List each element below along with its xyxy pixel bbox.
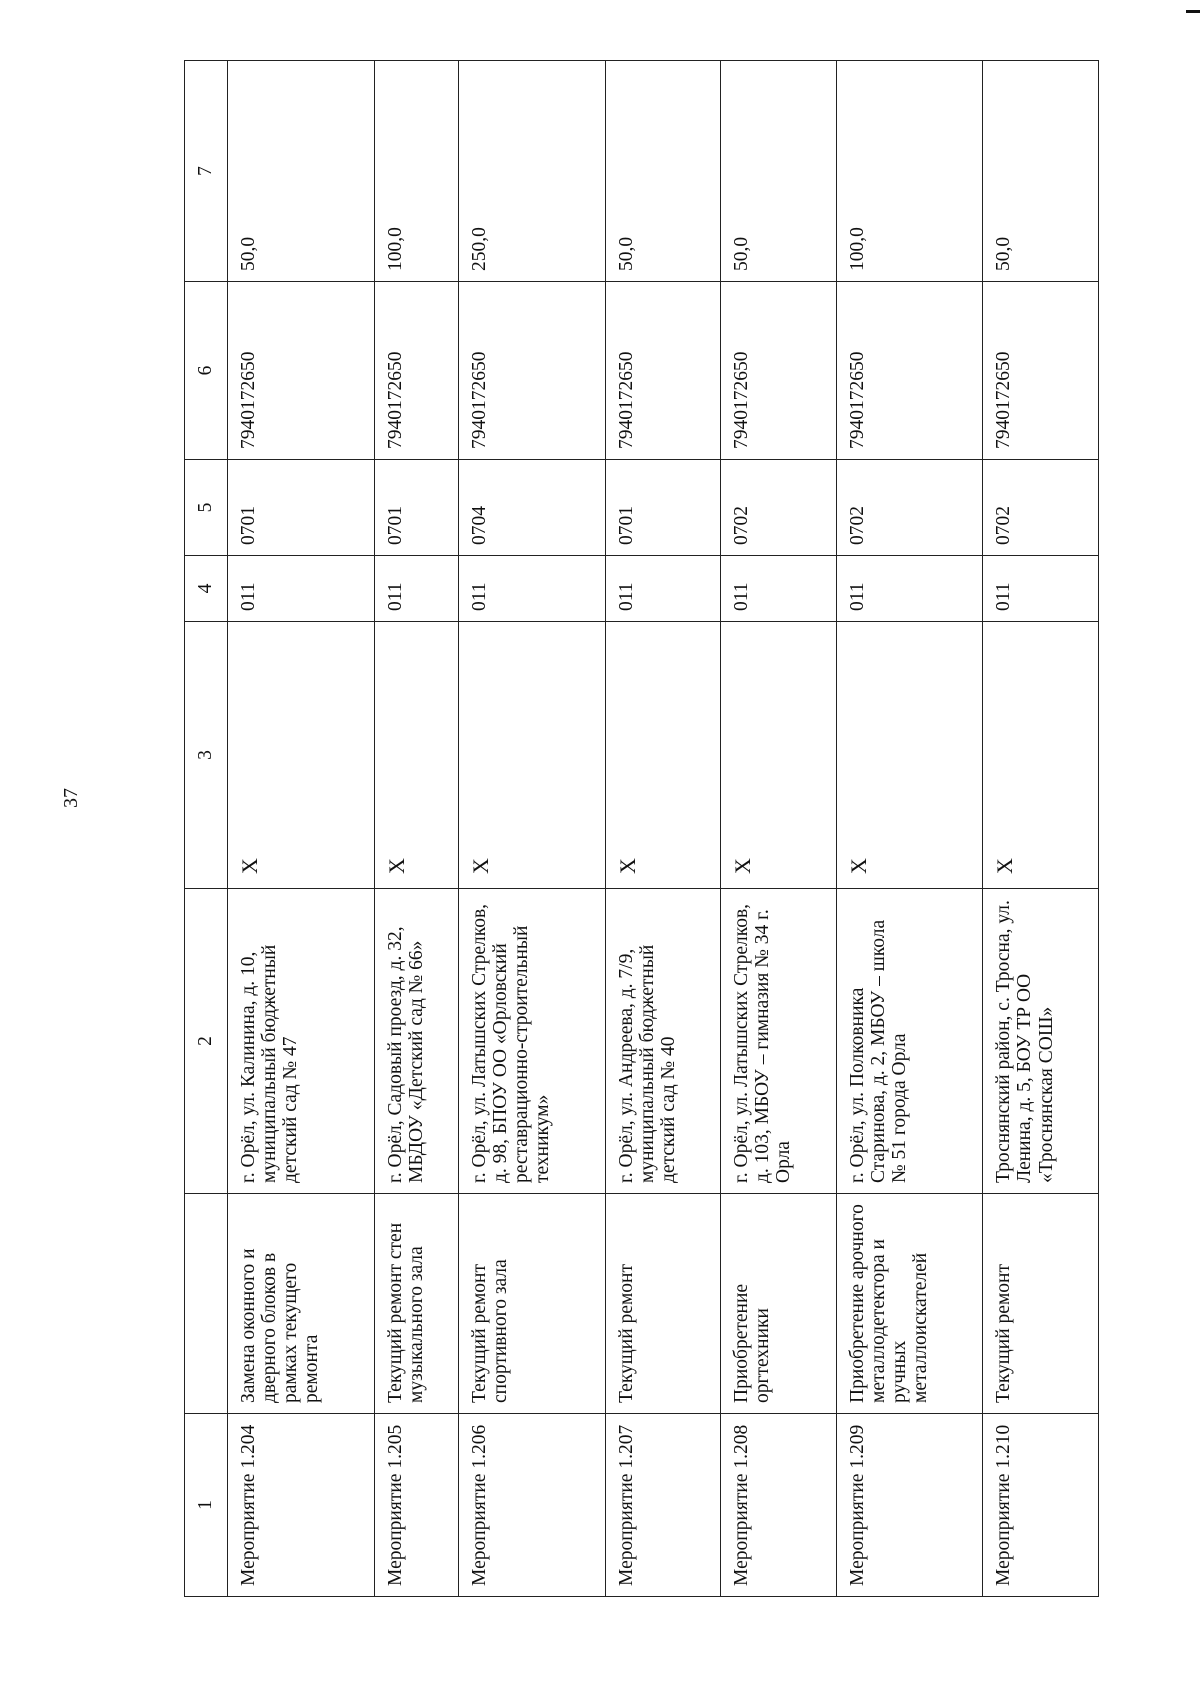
header-cell-2: 2 bbox=[185, 889, 228, 1194]
rotated-table-container bbox=[184, 61, 1099, 1597]
header-row bbox=[185, 61, 228, 1597]
column-4-cell: 011 bbox=[836, 556, 983, 622]
column-4-cell: 011 bbox=[374, 556, 458, 622]
amount-cell: 50,0 bbox=[721, 61, 837, 282]
column-6-cell: 7940172650 bbox=[459, 282, 606, 460]
column-6-cell: 7940172650 bbox=[983, 282, 1099, 460]
table-row bbox=[605, 61, 721, 1597]
column-6-cell: 7940172650 bbox=[836, 282, 983, 460]
page-number: 37 bbox=[60, 788, 82, 808]
header-cell-blank bbox=[185, 1194, 228, 1414]
name-cell: Приобретение арочного металлодетектора и ручных металлоискателей bbox=[836, 1194, 983, 1414]
header-cell-4: 4 bbox=[185, 556, 228, 622]
address-cell: г. Орёл, ул. Калинина, д. 10, муниципальный бюджетный детский сад № 47 bbox=[228, 889, 375, 1194]
header-cell-7: 7 bbox=[185, 61, 228, 282]
event-cell: Мероприятие 1.210 bbox=[983, 1414, 1099, 1597]
column-4-cell: 011 bbox=[983, 556, 1099, 622]
name-cell: Текущий ремонт спортивного зала bbox=[459, 1194, 606, 1414]
address-cell: г. Орёл, ул. Полковника Старинова, д. 2, МБОУ – школа № 51 города Орла bbox=[836, 889, 983, 1194]
column-5-cell: 0702 bbox=[836, 460, 983, 556]
table-row bbox=[721, 61, 837, 1597]
column-5-cell: 0701 bbox=[374, 460, 458, 556]
header-cell-5: 5 bbox=[185, 460, 228, 556]
column-4-cell: 011 bbox=[605, 556, 721, 622]
column-3-cell: X bbox=[983, 622, 1099, 889]
header-cell-3: 3 bbox=[185, 622, 228, 889]
name-cell: Текущий ремонт стен музыкального зала bbox=[374, 1194, 458, 1414]
event-cell: Мероприятие 1.207 bbox=[605, 1414, 721, 1597]
event-cell: Мероприятие 1.209 bbox=[836, 1414, 983, 1597]
column-5-cell: 0701 bbox=[228, 460, 375, 556]
address-cell: г. Орёл, ул. Андреева, д. 7/9, муниципальный бюджетный детский сад № 40 bbox=[605, 889, 721, 1194]
amount-cell: 50,0 bbox=[983, 61, 1099, 282]
event-cell: Мероприятие 1.206 bbox=[459, 1414, 606, 1597]
event-cell: Мероприятие 1.205 bbox=[374, 1414, 458, 1597]
column-4-cell: 011 bbox=[721, 556, 837, 622]
amount-cell: 100,0 bbox=[374, 61, 458, 282]
column-3-cell: X bbox=[836, 622, 983, 889]
page-edge-mark bbox=[1186, 10, 1200, 13]
amount-cell: 250,0 bbox=[459, 61, 606, 282]
event-cell: Мероприятие 1.208 bbox=[721, 1414, 837, 1597]
amount-cell: 50,0 bbox=[605, 61, 721, 282]
event-cell: Мероприятие 1.204 bbox=[228, 1414, 375, 1597]
name-cell: Текущий ремонт bbox=[605, 1194, 721, 1414]
header-cell-1: 1 bbox=[185, 1414, 228, 1597]
amount-cell: 100,0 bbox=[836, 61, 983, 282]
name-cell: Замена оконного и дверного блоков в рамках текущего ремонта bbox=[228, 1194, 375, 1414]
table-row bbox=[374, 61, 458, 1597]
column-3-cell: X bbox=[228, 622, 375, 889]
column-6-cell: 7940172650 bbox=[228, 282, 375, 460]
column-6-cell: 7940172650 bbox=[721, 282, 837, 460]
table-row bbox=[459, 61, 606, 1597]
name-cell: Приобретение оргтехники bbox=[721, 1194, 837, 1414]
header-cell-6: 6 bbox=[185, 282, 228, 460]
column-3-cell: X bbox=[605, 622, 721, 889]
column-6-cell: 7940172650 bbox=[374, 282, 458, 460]
column-5-cell: 0702 bbox=[721, 460, 837, 556]
column-3-cell: X bbox=[721, 622, 837, 889]
column-3-cell: X bbox=[374, 622, 458, 889]
column-5-cell: 0701 bbox=[605, 460, 721, 556]
address-cell: Троснянский район, с. Тросна, ул. Ленина, д. 5, БОУ ТР ОО «Троснянская СОШ» bbox=[983, 889, 1099, 1194]
column-6-cell: 7940172650 bbox=[605, 282, 721, 460]
table-row bbox=[983, 61, 1099, 1597]
column-4-cell: 011 bbox=[459, 556, 606, 622]
column-5-cell: 0704 bbox=[459, 460, 606, 556]
funding-table bbox=[184, 60, 1099, 1597]
table-row bbox=[836, 61, 983, 1597]
column-5-cell: 0702 bbox=[983, 460, 1099, 556]
table-row bbox=[228, 61, 375, 1597]
address-cell: г. Орёл, Садовый проезд, д. 32, МБДОУ «Детский сад № 66» bbox=[374, 889, 458, 1194]
name-cell: Текущий ремонт bbox=[983, 1194, 1099, 1414]
column-3-cell: X bbox=[459, 622, 606, 889]
column-4-cell: 011 bbox=[228, 556, 375, 622]
amount-cell: 50,0 bbox=[228, 61, 375, 282]
address-cell: г. Орёл, ул. Латышских Стрелков, д. 98, БПОУ ОО «Орловский реставрационно-строительный техникум» bbox=[459, 889, 606, 1194]
address-cell: г. Орёл, ул. Латышских Стрелков, д. 103, МБОУ – гимназия № 34 г. Орла bbox=[721, 889, 837, 1194]
